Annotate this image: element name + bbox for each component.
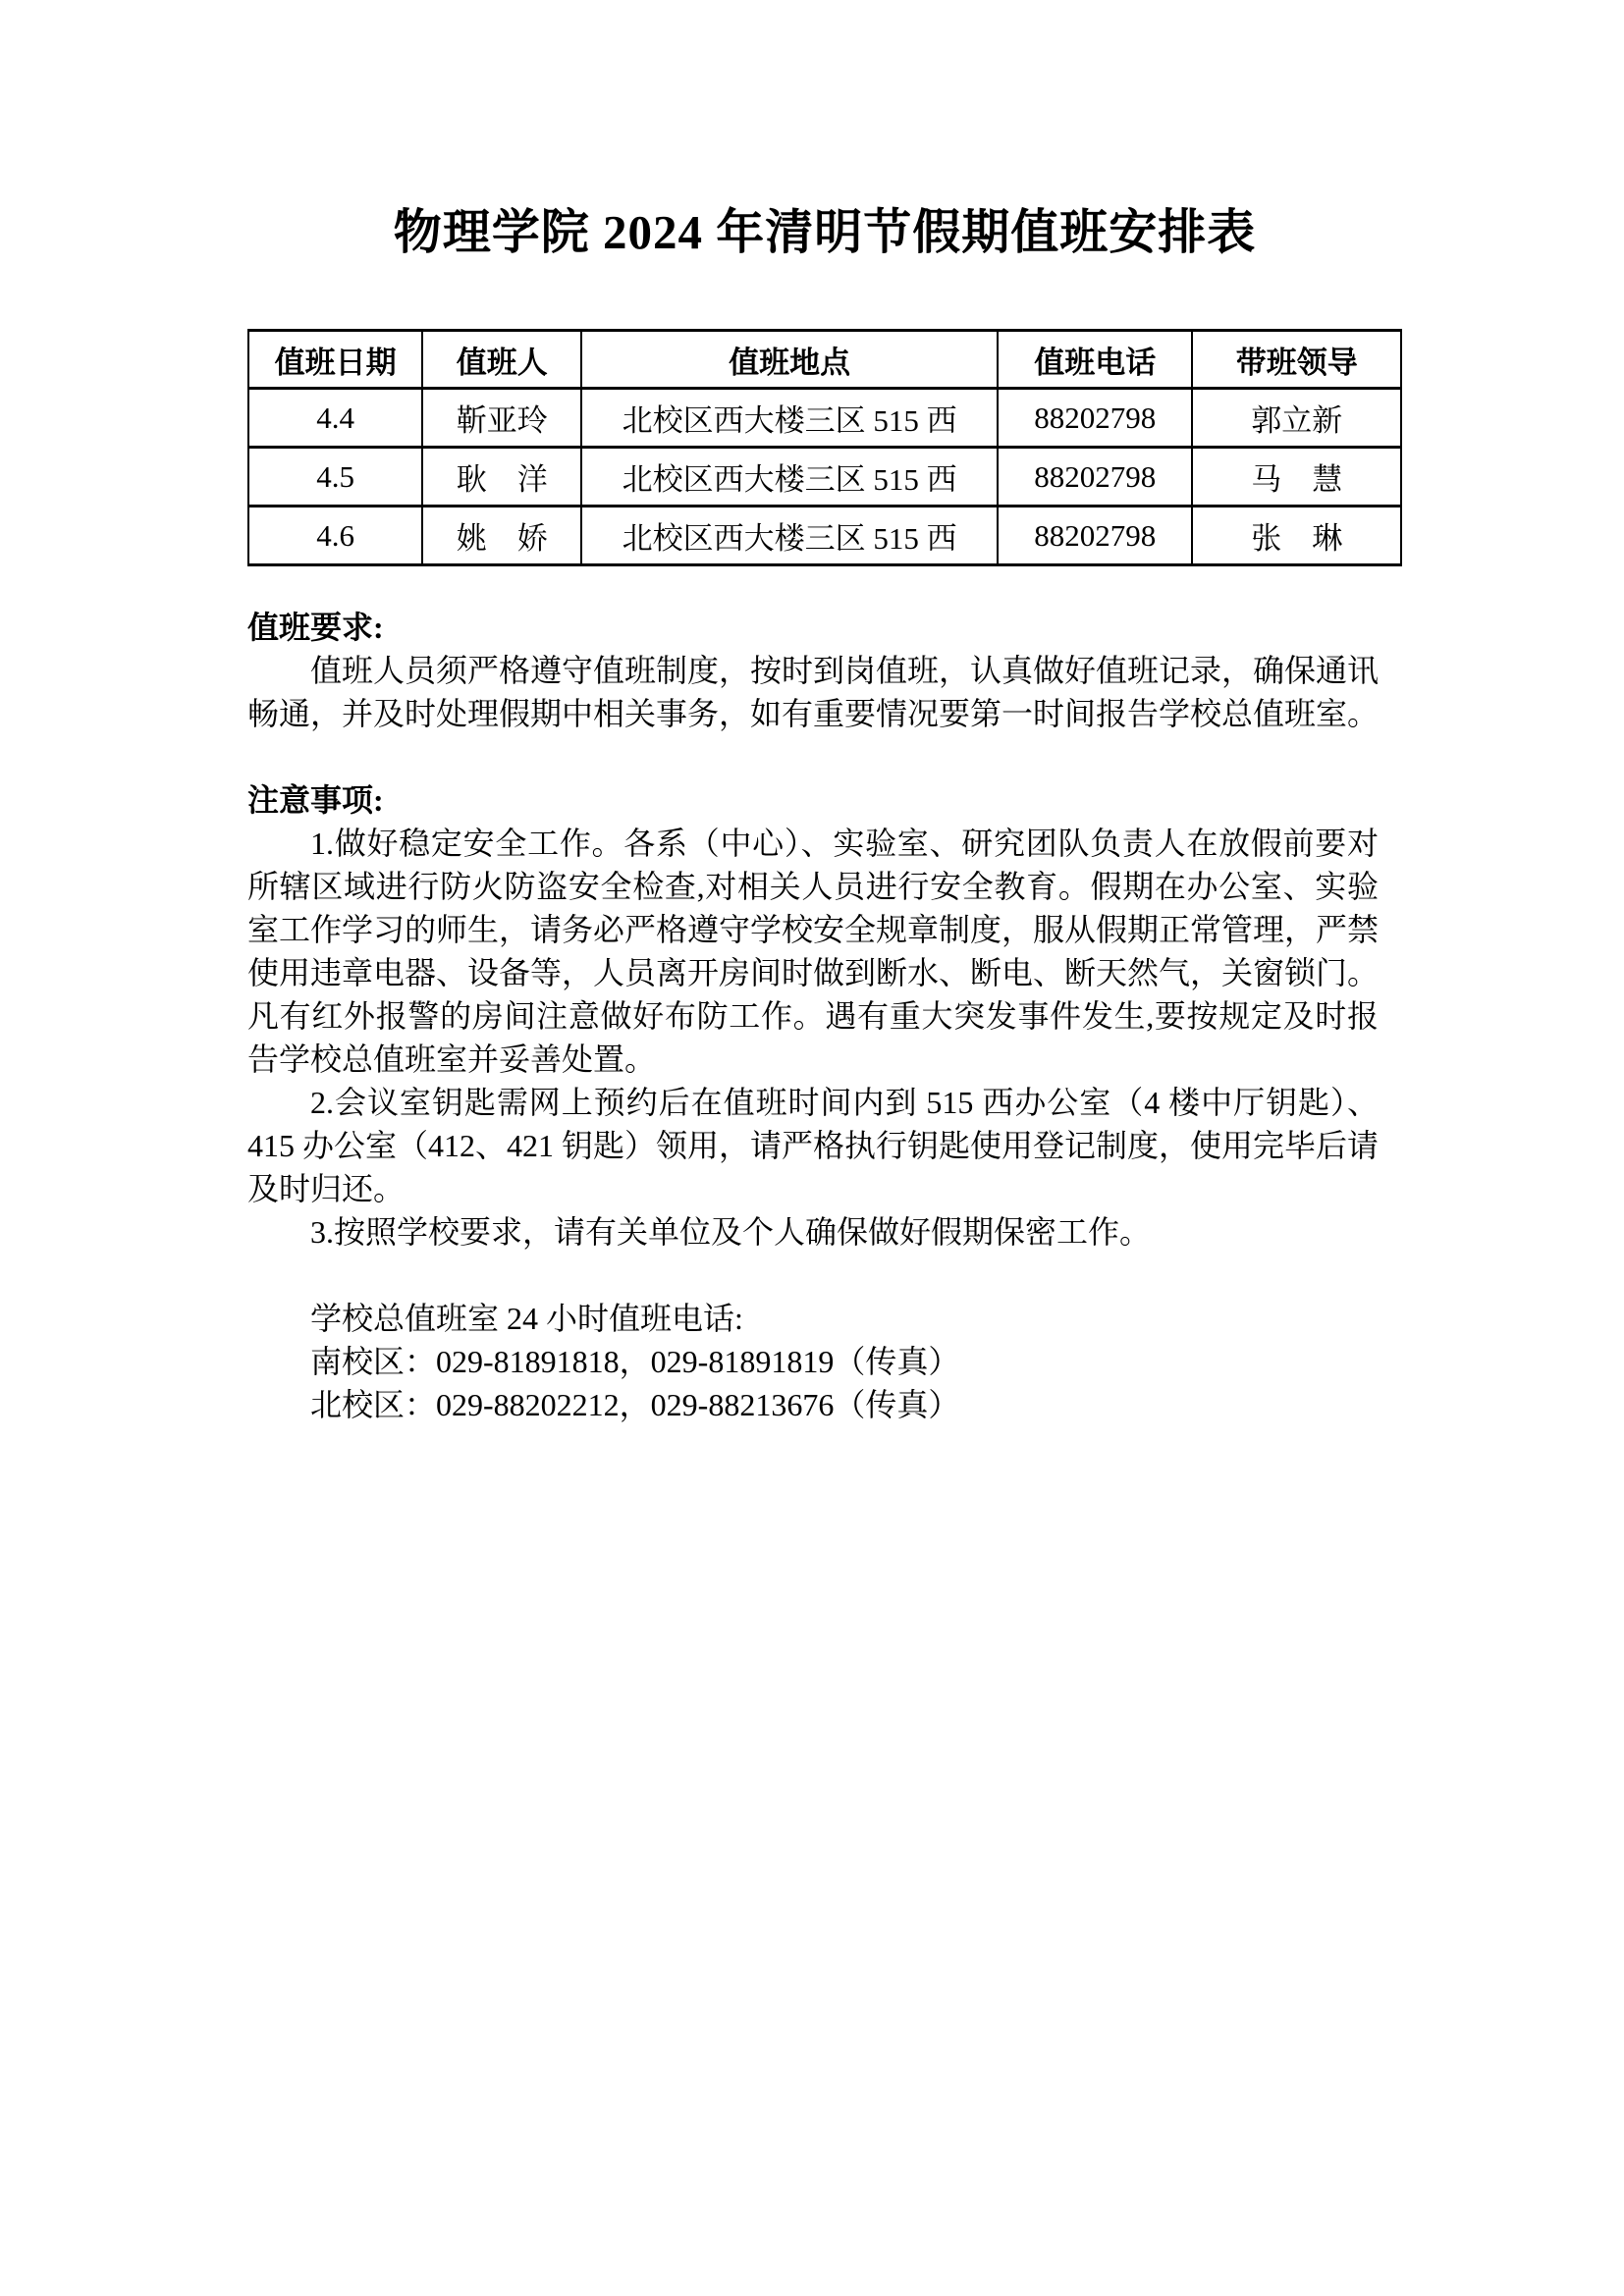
table-header-place: 值班地点 (581, 331, 998, 389)
table-cell-date: 4.5 (248, 448, 422, 507)
section-heading-duty-requirements: 值班要求: (247, 610, 384, 645)
page-title: 物理学院 2024 年清明节假期值班安排表 (393, 205, 1257, 259)
table-cell-phone: 88202798 (998, 448, 1192, 507)
table-row (248, 389, 1401, 448)
note-item-3: 3.按照学校要求，请有关单位及个人确保做好假期保密工作。 (310, 1214, 1152, 1250)
paragraph-duty-requirements: 值班人员须严格遵守值班制度，按时到岗值班，认真做好值班记录，确保通讯畅通，并及时处理假期中相关事务，如有重要情况要第一时间报告学校总值班室。 (247, 653, 1380, 731)
hotline-block (247, 1297, 1379, 1426)
hotline-south-campus: 南校区：029-81891818，029-81891819（传真） (310, 1344, 960, 1379)
table-cell-place: 北校区西大楼三区 515 西 (581, 448, 998, 507)
table-cell-person: 姚 娇 (422, 507, 581, 565)
table-cell-leader: 张 琳 (1192, 507, 1401, 565)
table-cell-place: 北校区西大楼三区 515 西 (581, 389, 998, 448)
table-header-phone: 值班电话 (998, 331, 1192, 389)
body-text (247, 606, 1379, 1426)
duty-schedule-table (247, 329, 1402, 566)
table-cell-leader: 马 慧 (1192, 448, 1401, 507)
note-item-1: 1.做好稳定安全工作。各系（中心）、实验室、研究团队负责人在放假前要对所辖区域进行防火防盗安全检查,对相关人员进行安全教育。假期在办公室、实验室工作学习的师生，请务必严格遵守学校安全规章制度，服从假期正常管理，严禁使用违章电器、设备等，人员离开房间时做到断水、断电、断天然气，关窗锁门。凡有红外报警的房间注意做好布防工作。遇有重大突发事件发生,要按规定及时报告学校总值班室并妥善处置。 (247, 826, 1380, 1077)
table-header-leader: 带班领导 (1192, 331, 1401, 389)
table-cell-leader: 郭立新 (1192, 389, 1401, 448)
table-cell-phone: 88202798 (998, 389, 1192, 448)
table-row (248, 448, 1401, 507)
table-header-date: 值班日期 (248, 331, 422, 389)
table-cell-person: 耿 洋 (422, 448, 581, 507)
hotline-intro: 学校总值班室 24 小时值班电话: (310, 1301, 743, 1336)
table-header-row (248, 331, 1401, 389)
table-cell-date: 4.6 (248, 507, 422, 565)
section-heading-notes: 注意事项: (247, 782, 384, 818)
hotline-north-campus: 北校区：029-88202212，029-88213676（传真） (310, 1387, 960, 1422)
table-cell-date: 4.4 (248, 389, 422, 448)
table-cell-person: 靳亚玲 (422, 389, 581, 448)
table-cell-place: 北校区西大楼三区 515 西 (581, 507, 998, 565)
document-content (247, 0, 1402, 1426)
table-cell-phone: 88202798 (998, 507, 1192, 565)
table-row (248, 507, 1401, 565)
note-item-2: 2.会议室钥匙需网上预约后在值班时间内到 515 西办公室（4 楼中厅钥匙）、415 办公室（412、421 钥匙）领用，请严格执行钥匙使用登记制度，使用完毕后请及时归还。 (247, 1085, 1380, 1206)
table-header-person: 值班人 (422, 331, 581, 389)
